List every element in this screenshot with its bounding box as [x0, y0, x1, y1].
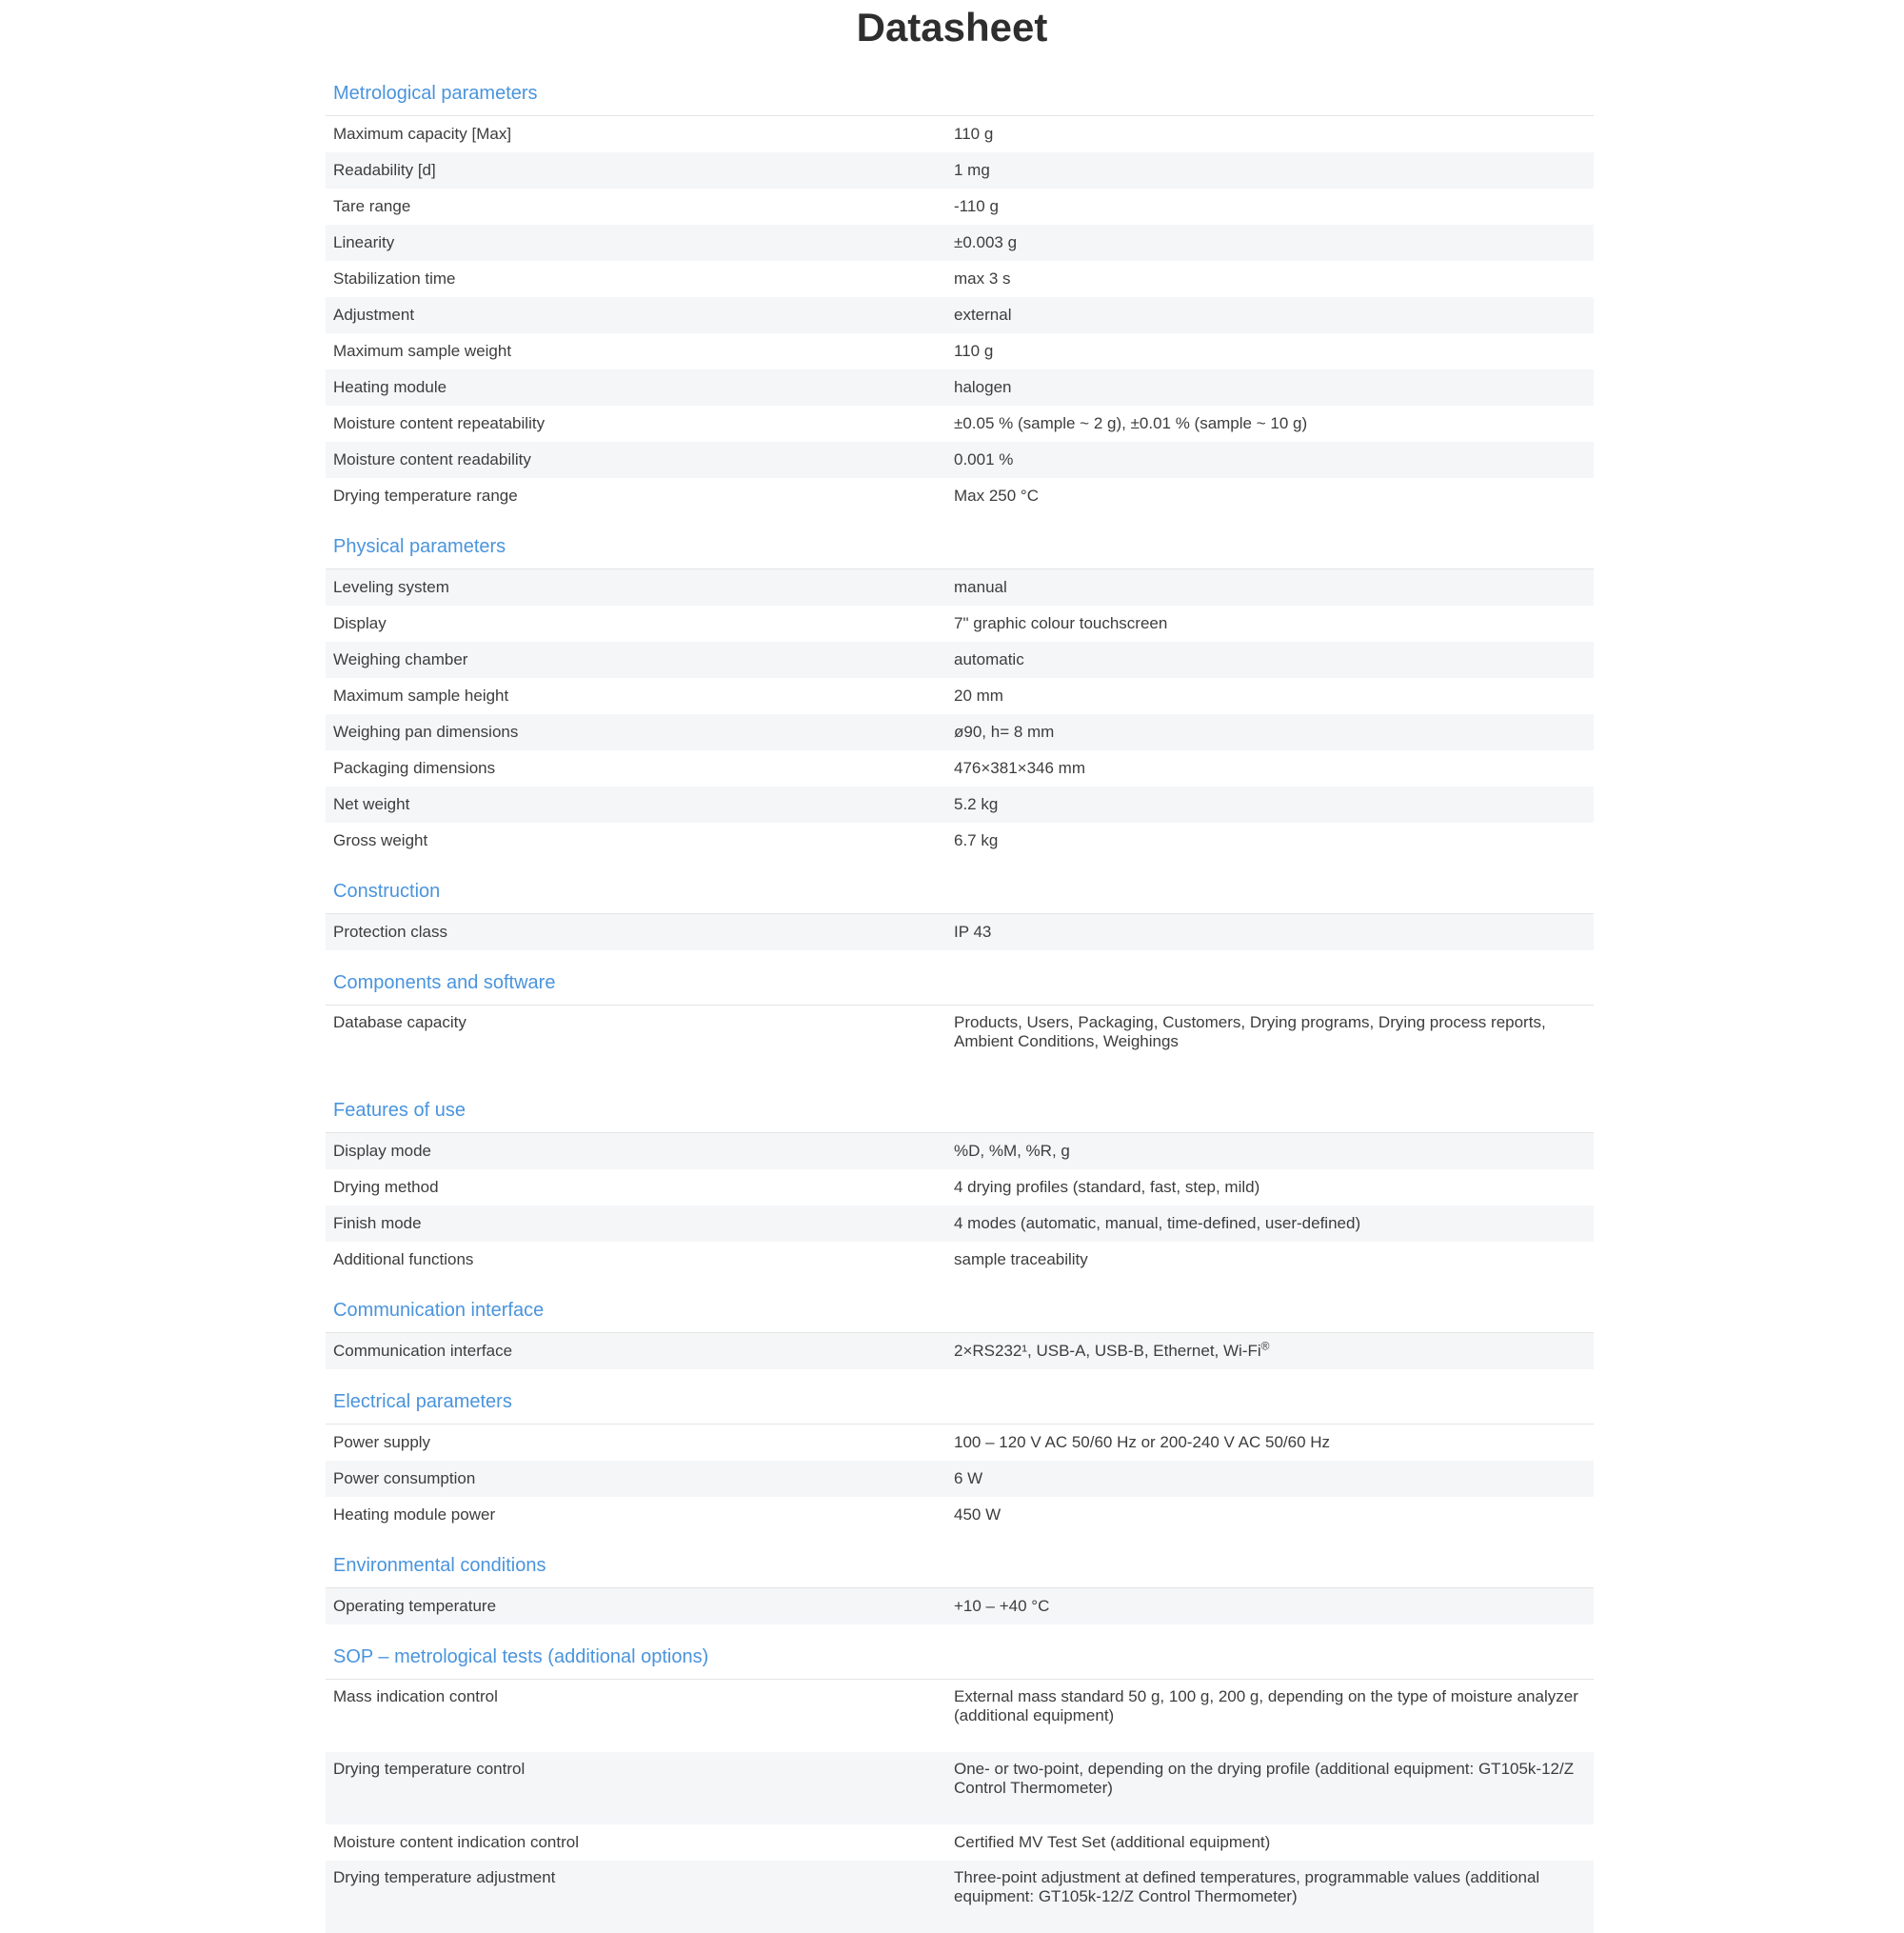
spec-value: sample traceability [954, 1250, 1088, 1268]
spec-label: Net weight [333, 795, 410, 813]
section-rows [326, 1132, 1594, 1278]
spec-value: 110 g [954, 125, 994, 143]
spec-value: 5.2 kg [954, 795, 999, 813]
spec-label: Protection class [333, 923, 447, 941]
spec-label: Adjustment [333, 306, 415, 324]
spec-section [326, 859, 1594, 950]
spec-value: 0.001 % [954, 450, 1014, 468]
spec-label: Display [333, 614, 387, 632]
spec-row [326, 1680, 1594, 1752]
spec-value: 450 W [954, 1505, 1002, 1524]
spec-row [326, 678, 1594, 714]
registered-trademark-sup: ® [1260, 1339, 1270, 1353]
spec-row [326, 823, 1594, 859]
spec-value: automatic [954, 650, 1024, 668]
section-title: Features of use [333, 1100, 466, 1121]
spec-label: Leveling system [333, 578, 449, 596]
section-title: Environmental conditions [333, 1555, 546, 1576]
spec-label: Moisture content indication control [333, 1833, 579, 1851]
spec-section [326, 1078, 1594, 1278]
spec-label: Drying temperature adjustment [333, 1868, 556, 1886]
spec-label: Communication interface [333, 1342, 513, 1360]
spec-section [326, 1369, 1594, 1533]
section-rows [326, 1587, 1594, 1624]
spec-label: Packaging dimensions [333, 759, 496, 777]
spec-value: 20 mm [954, 687, 1003, 705]
spec-row [326, 1242, 1594, 1278]
spec-value: -110 g [954, 197, 999, 215]
spec-value: External mass standard 50 g, 100 g, 200 g, depending on the type of moisture analyzer (additional equipment) [954, 1687, 1578, 1724]
spec-label: Weighing pan dimensions [333, 723, 519, 741]
spec-label: Drying temperature control [333, 1760, 526, 1778]
spec-value: 100 – 120 V AC 50/60 Hz or 200-240 V AC 50/60 Hz [954, 1433, 1331, 1451]
spec-row [326, 569, 1594, 606]
spec-row [326, 297, 1594, 333]
section-rows [326, 1332, 1594, 1369]
spec-row [326, 1461, 1594, 1497]
spec-label: Heating module power [333, 1505, 496, 1524]
datasheet-table [326, 50, 1594, 1933]
spec-section [326, 1278, 1594, 1369]
section-title: Physical parameters [333, 536, 506, 557]
spec-row [326, 914, 1594, 950]
spec-value: 2×RS232¹, USB-A, USB-B, Ethernet, Wi-Fi® [954, 1339, 1270, 1360]
spec-row [326, 606, 1594, 642]
spec-value: ±0.05 % (sample ~ 2 g), ±0.01 % (sample ~ 10 g) [954, 414, 1308, 432]
spec-value: 7" graphic colour touchscreen [954, 614, 1168, 632]
spec-section [326, 50, 1594, 514]
spec-value: 4 drying profiles (standard, fast, step, mild) [954, 1178, 1260, 1196]
spec-row [326, 1006, 1594, 1078]
spec-label: Drying method [333, 1178, 439, 1196]
spec-label: Stabilization time [333, 269, 456, 288]
section-rows [326, 115, 1594, 514]
spec-value: external [954, 306, 1012, 324]
spec-row [326, 750, 1594, 787]
spec-row [326, 642, 1594, 678]
section-rows [326, 1005, 1594, 1078]
spec-value: One- or two-point, depending on the drying profile (additional equipment: GT105k-12/Z Control Thermometer) [954, 1760, 1575, 1797]
spec-label: Tare range [333, 197, 411, 215]
spec-value: Products, Users, Packaging, Customers, Drying programs, Drying process reports, Ambient Conditions, Weighings [954, 1013, 1546, 1050]
spec-section [326, 1533, 1594, 1624]
spec-label: Readability [d] [333, 161, 436, 179]
spec-value: 476×381×346 mm [954, 759, 1085, 777]
spec-row [326, 1824, 1594, 1861]
spec-row [326, 478, 1594, 514]
spec-value: halogen [954, 378, 1012, 396]
spec-label: Mass indication control [333, 1687, 498, 1705]
spec-label: Display mode [333, 1142, 431, 1160]
spec-row [326, 152, 1594, 189]
spec-row [326, 1861, 1594, 1933]
spec-row [326, 1497, 1594, 1533]
spec-label: Operating temperature [333, 1597, 497, 1615]
spec-label: Finish mode [333, 1214, 422, 1232]
spec-value: 4 modes (automatic, manual, time-defined, user-defined) [954, 1214, 1361, 1232]
section-title: Construction [333, 881, 441, 902]
spec-value: 1 mg [954, 161, 990, 179]
spec-label: Linearity [333, 233, 395, 251]
spec-row [326, 1206, 1594, 1242]
spec-label: Maximum capacity [Max] [333, 125, 512, 143]
section-rows [326, 1424, 1594, 1533]
spec-label: Drying temperature range [333, 487, 518, 505]
spec-row [326, 1425, 1594, 1461]
spec-label: Power supply [333, 1433, 431, 1451]
spec-value: Certified MV Test Set (additional equipment) [954, 1833, 1271, 1851]
spec-row [326, 333, 1594, 369]
spec-value: IP 43 [954, 923, 992, 941]
spec-row [326, 369, 1594, 406]
section-rows [326, 568, 1594, 859]
spec-label: Power consumption [333, 1469, 476, 1487]
spec-value: manual [954, 578, 1007, 596]
spec-value: 6.7 kg [954, 831, 999, 849]
spec-row [326, 1333, 1594, 1369]
spec-row [326, 189, 1594, 225]
spec-row [326, 787, 1594, 823]
section-title: SOP – metrological tests (additional options) [333, 1646, 709, 1667]
spec-row [326, 1169, 1594, 1206]
spec-value: Max 250 °C [954, 487, 1040, 505]
spec-sections [326, 50, 1594, 1933]
section-title: Electrical parameters [333, 1391, 512, 1412]
spec-label: Additional functions [333, 1250, 474, 1268]
spec-value: %D, %M, %R, g [954, 1142, 1070, 1160]
spec-value: Three-point adjustment at defined temperatures, programmable values (additional equipment: GT105k-12/Z Control Thermometer) [954, 1868, 1540, 1905]
spec-label: Moisture content readability [333, 450, 531, 468]
spec-value: ø90, h= 8 mm [954, 723, 1055, 741]
spec-label: Maximum sample weight [333, 342, 512, 360]
spec-row [326, 1752, 1594, 1824]
section-rows [326, 913, 1594, 950]
spec-value: 6 W [954, 1469, 983, 1487]
spec-label: Maximum sample height [333, 687, 509, 705]
section-rows [326, 1679, 1594, 1933]
spec-label: Database capacity [333, 1013, 466, 1031]
spec-section [326, 1624, 1594, 1933]
spec-value: max 3 s [954, 269, 1011, 288]
spec-value: +10 – +40 °C [954, 1597, 1050, 1615]
spec-label: Weighing chamber [333, 650, 468, 668]
section-title: Metrological parameters [333, 83, 538, 104]
spec-row [326, 714, 1594, 750]
spec-row [326, 261, 1594, 297]
spec-row [326, 442, 1594, 478]
section-title: Communication interface [333, 1300, 545, 1321]
spec-row [326, 116, 1594, 152]
page-title: Datasheet [856, 5, 1048, 50]
spec-label: Moisture content repeatability [333, 414, 545, 432]
section-title: Components and software [333, 972, 556, 993]
spec-label: Heating module [333, 378, 447, 396]
spec-section [326, 514, 1594, 859]
spec-section [326, 950, 1594, 1078]
spec-row [326, 1588, 1594, 1624]
spec-row [326, 225, 1594, 261]
spec-label: Gross weight [333, 831, 428, 849]
spec-row [326, 406, 1594, 442]
spec-value: 110 g [954, 342, 994, 360]
spec-value: ±0.003 g [954, 233, 1018, 251]
spec-row [326, 1133, 1594, 1169]
